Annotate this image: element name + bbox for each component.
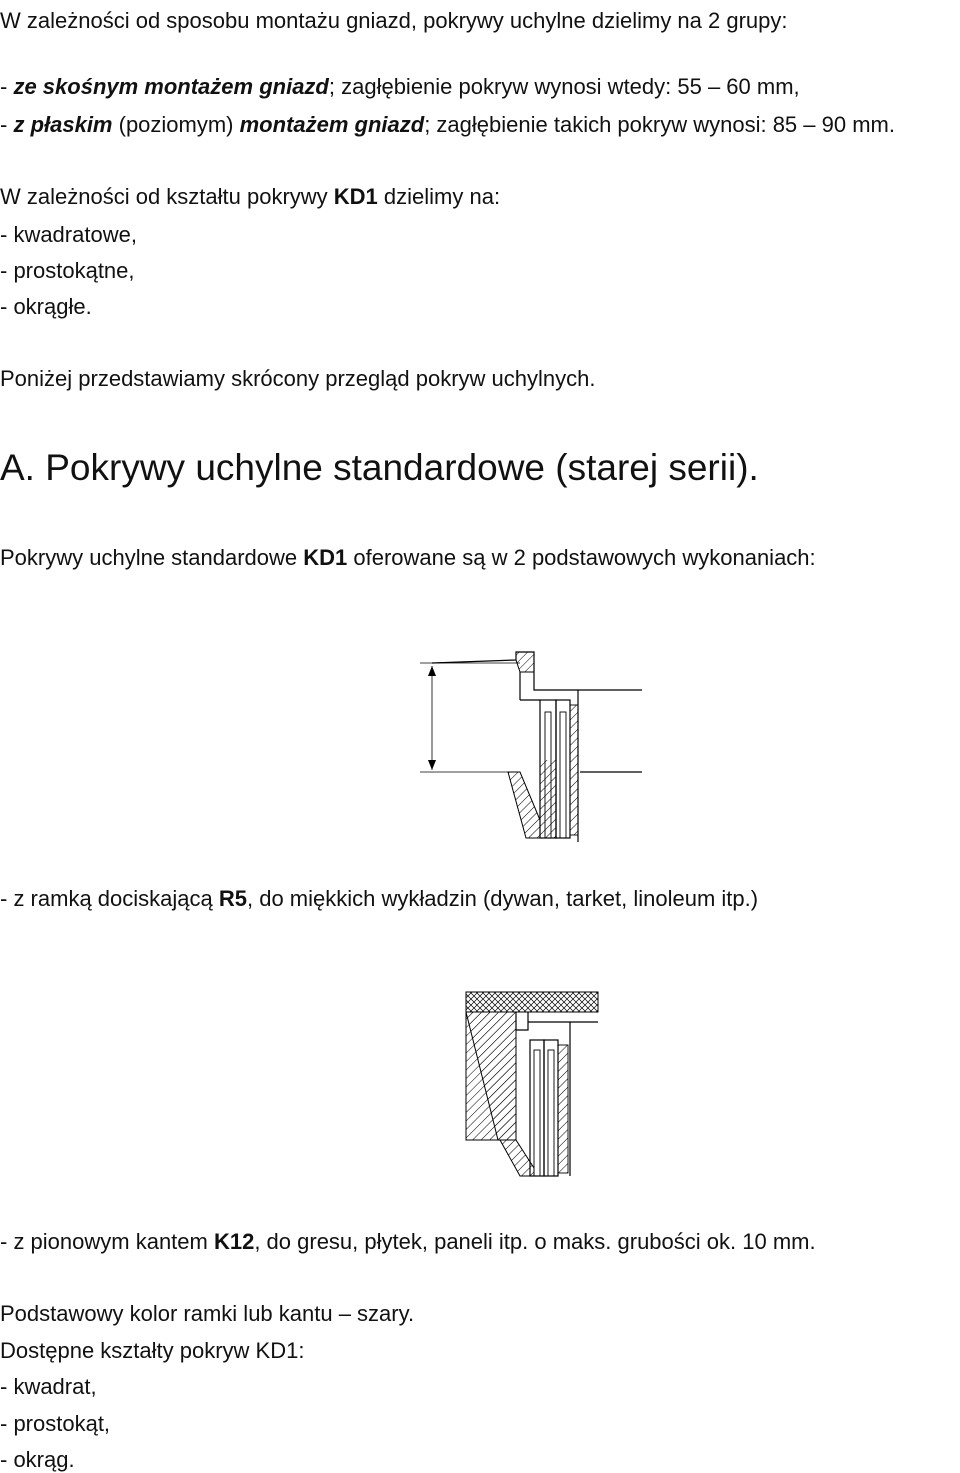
shapes-intro: W zależności od kształtu pokrywy KD1 dzielimy na: [0, 184, 501, 209]
overview-text: Poniżej przedstawiamy skrócony przegląd pokryw uchylnych. [0, 366, 596, 391]
available-shape-item: - prostokąt, [0, 1411, 111, 1436]
intro-line: W zależności od sposobu montażu gniazd, pokrywy uchylne dzielimy na 2 grupy: [0, 8, 788, 33]
intro-item-flat: - z płaskim (poziomym) montażem gniazd; zagłębienie takich pokryw wynosi: 85 – 90 mm. [0, 112, 895, 137]
color-line: Podstawowy kolor ramki lub kantu – szary. [0, 1301, 415, 1326]
section-heading: A. Pokrywy uchylne standardowe (starej serii). [0, 447, 759, 488]
available-shape-item: - okrąg. [0, 1447, 75, 1472]
intro-item-sloped: - ze skośnym montażem gniazd; zagłębienie pokryw wynosi wtedy: 55 – 60 mm, [0, 74, 800, 99]
variant-r5: - z ramką dociskającą R5, do miękkich wykładzin (dywan, tarket, linoleum itp.) [0, 886, 759, 911]
variant-k12: - z pionowym kantem K12, do gresu, płytek, paneli itp. o maks. grubości ok. 10 mm. [0, 1229, 816, 1254]
available-shapes-heading: Dostępne kształty pokryw KD1: [0, 1338, 305, 1363]
drawing-cover-k12 [0, 960, 960, 1180]
shapes-item: - prostokątne, [0, 258, 135, 283]
shapes-item: - kwadratowe, [0, 222, 137, 247]
available-shape-item: - kwadrat, [0, 1374, 97, 1399]
drawing-cover-r5 [0, 640, 960, 860]
section-intro: Pokrywy uchylne standardowe KD1 oferowane są w 2 podstawowych wykonaniach: [0, 545, 816, 570]
shapes-item: - okrągłe. [0, 294, 92, 319]
